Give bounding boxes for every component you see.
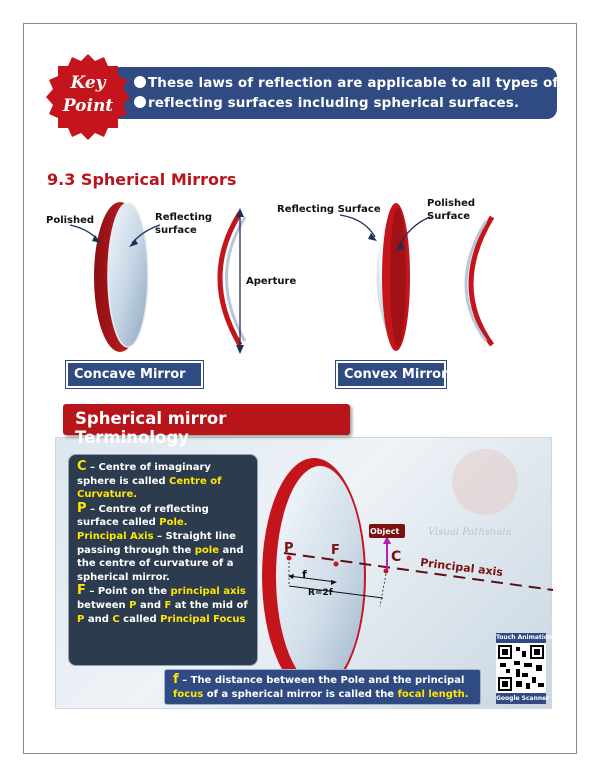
qr-code[interactable] — [496, 633, 553, 706]
label-reflecting-surface: Reflecting Surface — [277, 204, 381, 215]
def-c-term: Centre of Curvature. — [77, 475, 222, 501]
label-f: F — [331, 543, 340, 558]
def-p-term: Pole. — [159, 517, 188, 529]
section-title: 9.3 Spherical Mirrors — [47, 170, 237, 189]
def-axis-pole: pole — [194, 544, 219, 556]
def-f-text-5: and — [84, 613, 113, 625]
label-polished-convex: Polished — [427, 198, 476, 209]
def-f-text-3: and — [136, 599, 165, 611]
def-f-f: F — [164, 599, 172, 611]
qr-code-icon — [496, 643, 546, 693]
def-p-letter: P — [77, 500, 87, 516]
def-axis-term: Principal Axis — [77, 530, 154, 542]
def-f — [77, 584, 249, 626]
def-c — [77, 460, 249, 502]
def-f-letter: F — [77, 583, 86, 599]
label-small-f: f — [302, 568, 307, 581]
convex-mirror-caption: Convex Mirror — [336, 361, 446, 388]
def-f-text-4: at the mid of — [171, 599, 248, 611]
def-f-p2: P — [77, 613, 85, 625]
def-p — [77, 502, 249, 530]
def-f-text-2: between — [77, 599, 130, 611]
key-point-line-1: These laws of reflection are applicable to all types of — [148, 75, 559, 91]
def-f-term: Principal Focus — [160, 613, 246, 625]
label-principal-axis: Principal axis — [419, 556, 504, 580]
key-point-banner — [110, 67, 557, 119]
def-c-text: – Centre of imaginary sphere is called — [77, 462, 211, 487]
label-aperture: Aperture — [246, 276, 297, 287]
terminology-title: Spherical mirror Terminology — [63, 404, 350, 435]
label-object: Object — [370, 527, 400, 536]
key-point-badge-line-2: Point — [62, 96, 114, 116]
label-surface-convex: Surface — [427, 211, 471, 222]
label-c: C — [391, 549, 402, 565]
focal-text-1: – The distance between the Pole and the principal — [178, 675, 465, 686]
label-p: P — [284, 541, 294, 556]
focal-f-letter: f — [173, 672, 179, 687]
label-r: R=2f — [308, 588, 333, 598]
qr-bottom-label: Google Scanner — [496, 695, 550, 702]
label-reflecting: Reflecting — [155, 212, 213, 223]
def-p-text: – Centre of reflecting surface called — [77, 503, 209, 529]
def-axis-text-1: – Straight line passing through the — [77, 530, 236, 556]
def-c-letter: C — [77, 459, 87, 474]
key-point-line-2: reflecting surfaces including spherical surfaces. — [148, 95, 520, 111]
focal-focus: focus — [173, 689, 204, 700]
watermark: Visual Pathshala — [428, 527, 512, 538]
def-f-axis: principal axis — [170, 586, 246, 598]
focal-length-term: focal length. — [397, 689, 469, 700]
qr-top-label: Touch Animation — [496, 634, 553, 641]
def-axis — [77, 530, 249, 584]
focal-text-2: of a spherical mirror is called the — [203, 689, 398, 700]
def-f-text-6: called — [119, 613, 161, 625]
def-f-p: P — [129, 599, 137, 611]
def-axis-text-2: and the centre of curvature of a spherical mirror. — [77, 544, 244, 583]
definitions-box — [68, 454, 258, 666]
label-polished: Polished — [46, 215, 95, 226]
def-f-text-1: – Point on the — [85, 586, 171, 598]
label-surface: surface — [155, 225, 197, 236]
concave-mirror-caption: Concave Mirror — [66, 361, 203, 388]
def-f-c: C — [112, 613, 120, 625]
focal-length-box — [164, 669, 481, 705]
key-point-badge-line-1: Key — [70, 73, 106, 93]
